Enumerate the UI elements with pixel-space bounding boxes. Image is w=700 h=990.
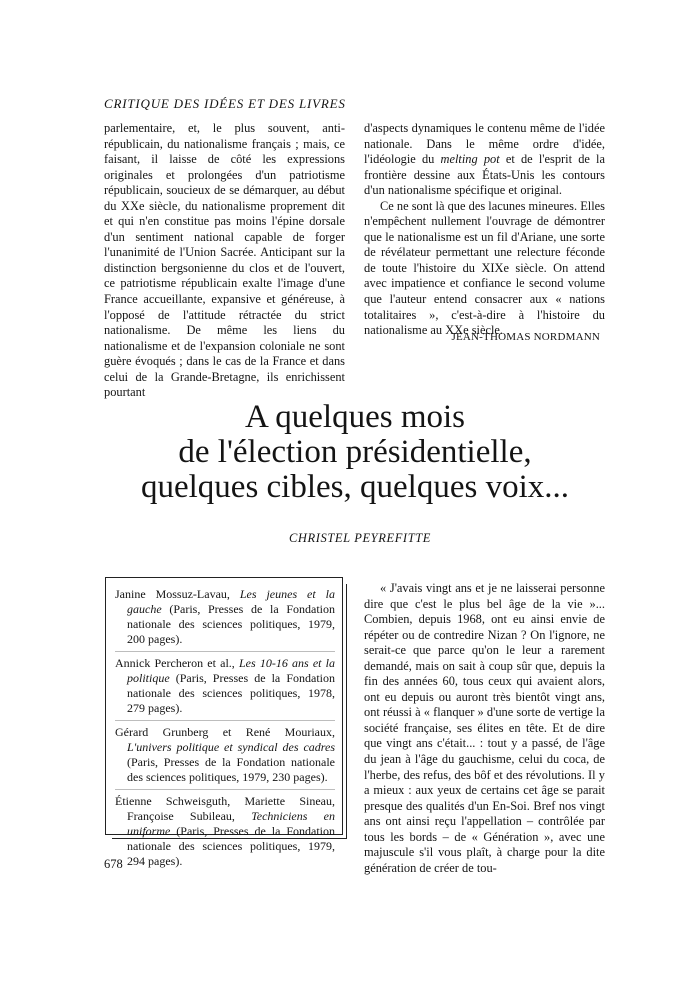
bib-authors: Étienne Schweisguth, Mariette Sineau, Françoise Subileau, [115,794,335,823]
article-byline: CHRISTEL PEYREFITTE [288,531,432,545]
bib-details: (Paris, Presses de la Fondation nationale des sciences politiques, 1979, 200 pages). [127,602,335,646]
bibliography-entry [115,725,335,790]
bibliography-entry [115,794,335,873]
text-run: d'aspects dynamiques le contenu même de l'idée nationale. Dans le même ordre d'idée, l'idéologie du [364,121,605,167]
bib-details: (Paris, Presses de la Fondation nationale des sciences politiques, 1978, 279 pages). [127,671,335,715]
article-body-column [364,581,605,876]
article-paragraph: « J'avais vingt ans et je ne laisserai personne dire que c'est le plus bel âge de la vie »... Combien, depuis 1968, ont eu ainsi envie de répéter ou de contredire Nizan ? On l'ignore, ne serait-ce que parce qu'on le leur a rarement demandé, mais on sait à coup sûr que, depuis la fin des années 60, tous ceux qui avaient alors, ont eu depuis ou auront très bientôt vingt ans, ont réussi à « flanquer » d'une sorte de vertige la société française, ses élites en tête. Et de dire que vingt ans c'était... : tout y a passé, de l'âge du jean à l'âge du gauchisme, celui du coca, de l'herbe, des refus, des bôf et des révolutions. Il y a mieux : aux yeux de certains cet âge se parait presque des qualités d'un En-Soi. Bref nos vingt ans ont ainsi reçu l'appellation – contrôlée par tous les bords – de « Génération », avec une majuscule s'il vous plaît, à charge pour la dite génération de créer de tou- [364,581,605,875]
bib-authors: Gérard Grunberg et René Mouriaux, [115,725,335,739]
bib-authors: Annick Percheron et al., [115,656,239,670]
bib-title: Techniciens en uniforme [127,809,335,838]
bibliography-entry [115,587,335,652]
bib-details: (Paris, Presses de la Fondation nationale des sciences politiques, 1979, 230 pages). [127,755,335,784]
text-run: et de l'esprit de la frontière dessine aux États-Unis les contours d'un nationalisme spécifique et original. [364,152,605,198]
bib-details: (Paris, Presses de la Fondation nationale des sciences politiques, 1979, 294 pages). [127,824,335,868]
bib-title: Les 10-16 ans et la politique [127,656,335,685]
running-head: CRITIQUE DES IDÉES ET DES LIVRES [104,96,346,111]
bibliography-list [115,587,335,877]
title-line: quelques cibles, quelques voix... [140,469,569,505]
bibliography-entry [115,656,335,721]
bib-title: Les jeunes et la gauche [127,587,335,616]
article-title [100,400,610,505]
title-line: A quelques mois [245,399,465,435]
review-signature: JEAN-THOMAS NORDMANN [451,331,600,343]
bib-authors: Janine Mossuz-Lavau, [115,587,240,601]
review-paragraph: Ce ne sont là que des lacunes mineures. Elles n'empêchent nullement l'ouvrage de démontrer que le nationalisme est un fil d'Ariane, une sorte de révélateur permettant une relecture féconde de toute l'histoire du XIXe siècle. On attend avec impatience et confiance le second volume que l'auteur entend consacrer aux « nations totalitaires », c'est-à-dire à l'histoire du nationalisme au XXe siècle. [364,198,605,338]
bib-title: L'univers politique et syndical des cadres [127,740,335,754]
review-paragraph: parlementaire, et, le plus souvent, anti-républicain, du nationalisme français ; mais, ce faisant, il laisse de côté les expressions originales et prolongées d'un patriotisme républicain, soucieux de se démarquer, au début du XXe siècle, du nationalisme proprement dit et qui n'en constitue pas moins l'épine dorsale d'un sentiment national capable de forger l'unanimité de l'Union Sacrée. Anticipant sur la distinction bergsonienne du clos et de l'ouvert, ce patriotisme républicain exalte l'image d'une France accueillante, expansive et généreuse, à l'opposé de l'attitude rétractée du strict nationalisme. De même les liens du nationalisme et de l'expansion coloniale ne sont guère évoqués ; dans le cas de la France et dans celui de la Grande-Bretagne, ils enrichissent pourtant [104,121,345,400]
italic-term: melting pot [440,152,500,167]
page-number: 678 [104,857,123,871]
review-paragraph [364,121,605,199]
title-line: de l'élection présidentielle, [178,434,532,470]
review-left-column [104,121,345,401]
review-right-column [364,121,605,339]
